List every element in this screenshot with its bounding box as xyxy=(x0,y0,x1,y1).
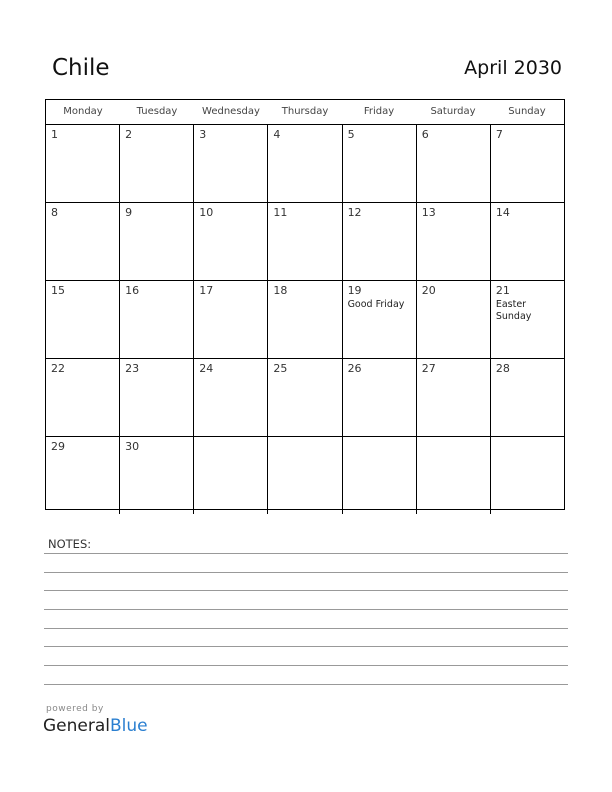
day-cell xyxy=(268,125,342,202)
day-cell xyxy=(46,281,120,358)
day-cell xyxy=(194,281,268,358)
day-cell xyxy=(343,203,417,280)
week-row xyxy=(46,359,564,437)
notes-line xyxy=(44,572,568,573)
day-number: 20 xyxy=(421,284,436,297)
day-number: 30 xyxy=(125,440,140,453)
day-cell xyxy=(120,281,194,358)
day-number: 11 xyxy=(273,206,288,219)
weekday-header: Tuesday xyxy=(136,106,178,117)
day-cell xyxy=(343,125,417,202)
day-cell xyxy=(417,203,491,280)
notes-label: NOTES: xyxy=(48,537,92,551)
day-number: 8 xyxy=(51,206,58,219)
day-number: 16 xyxy=(125,284,140,297)
day-number: 13 xyxy=(421,206,436,219)
day-cell xyxy=(46,125,120,202)
day-number: 22 xyxy=(51,362,65,375)
calendar-country: Chile xyxy=(52,55,110,81)
notes-line xyxy=(44,609,568,610)
day-number: 1 xyxy=(51,128,58,141)
day-number: 12 xyxy=(347,206,362,219)
generalblue-logo xyxy=(43,716,148,736)
weekday-header: Saturday xyxy=(430,106,476,117)
week-row xyxy=(46,281,564,359)
weekday-header: Thursday xyxy=(281,106,329,117)
day-cell xyxy=(120,203,194,280)
day-number: 4 xyxy=(273,128,281,141)
day-number: 3 xyxy=(199,128,207,141)
day-cell xyxy=(491,437,564,514)
day-number: 9 xyxy=(125,206,133,219)
weekday-header: Sunday xyxy=(508,106,546,117)
day-number: 18 xyxy=(273,284,288,297)
calendar-grid xyxy=(45,99,565,510)
day-cell xyxy=(343,437,417,514)
day-number: 6 xyxy=(421,128,429,141)
day-cell xyxy=(120,125,194,202)
notes-line xyxy=(44,665,568,666)
day-number: 28 xyxy=(495,362,510,375)
day-cell xyxy=(491,203,564,280)
day-cell xyxy=(120,437,194,514)
day-cell xyxy=(343,281,417,358)
weekday-header: Monday xyxy=(63,106,103,117)
day-number: 17 xyxy=(199,284,214,297)
notes-line xyxy=(44,684,568,685)
day-number: 15 xyxy=(51,284,65,297)
day-cell xyxy=(46,437,120,514)
day-cell xyxy=(491,125,564,202)
day-number: 10 xyxy=(199,206,214,219)
day-cell xyxy=(417,281,491,358)
day-cell xyxy=(268,281,342,358)
powered-by-text: powered by xyxy=(46,704,104,714)
logo-text-blue: Blue xyxy=(110,716,148,736)
calendar-month-year: April 2030 xyxy=(464,57,562,79)
week-row xyxy=(46,437,564,514)
day-number: 21 xyxy=(495,284,510,297)
day-cell xyxy=(46,203,120,280)
day-cell xyxy=(194,203,268,280)
day-cell xyxy=(194,359,268,436)
day-number: 2 xyxy=(125,128,133,141)
holiday-label: Easter Sunday xyxy=(495,299,532,322)
weekday-header-row xyxy=(46,100,564,125)
day-cell xyxy=(417,359,491,436)
day-cell xyxy=(343,359,417,436)
day-cell xyxy=(491,281,564,358)
notes-line xyxy=(44,628,568,629)
holiday-label: Good Friday xyxy=(347,299,405,310)
day-cell xyxy=(194,437,268,514)
day-number: 14 xyxy=(495,206,510,219)
day-cell xyxy=(46,359,120,436)
notes-line xyxy=(44,590,568,591)
day-number: 7 xyxy=(495,128,503,141)
day-number: 23 xyxy=(125,362,140,375)
day-number: 26 xyxy=(347,362,362,375)
week-row xyxy=(46,125,564,203)
day-number: 19 xyxy=(347,284,362,297)
weekday-header: Friday xyxy=(363,106,395,117)
day-number: 27 xyxy=(421,362,436,375)
weekday-header: Wednesday xyxy=(202,106,260,117)
day-number: 29 xyxy=(51,440,65,453)
day-cell xyxy=(417,125,491,202)
day-number: 5 xyxy=(347,128,355,141)
logo-text-general: General xyxy=(43,716,110,736)
day-number: 25 xyxy=(273,362,288,375)
day-cell xyxy=(268,359,342,436)
day-cell xyxy=(194,125,268,202)
week-row xyxy=(46,203,564,281)
day-number: 24 xyxy=(199,362,214,375)
day-cell xyxy=(491,359,564,436)
notes-line xyxy=(44,646,568,647)
notes-line xyxy=(44,553,568,554)
day-cell xyxy=(417,437,491,514)
day-cell xyxy=(120,359,194,436)
day-cell xyxy=(268,203,342,280)
day-cell xyxy=(268,437,342,514)
